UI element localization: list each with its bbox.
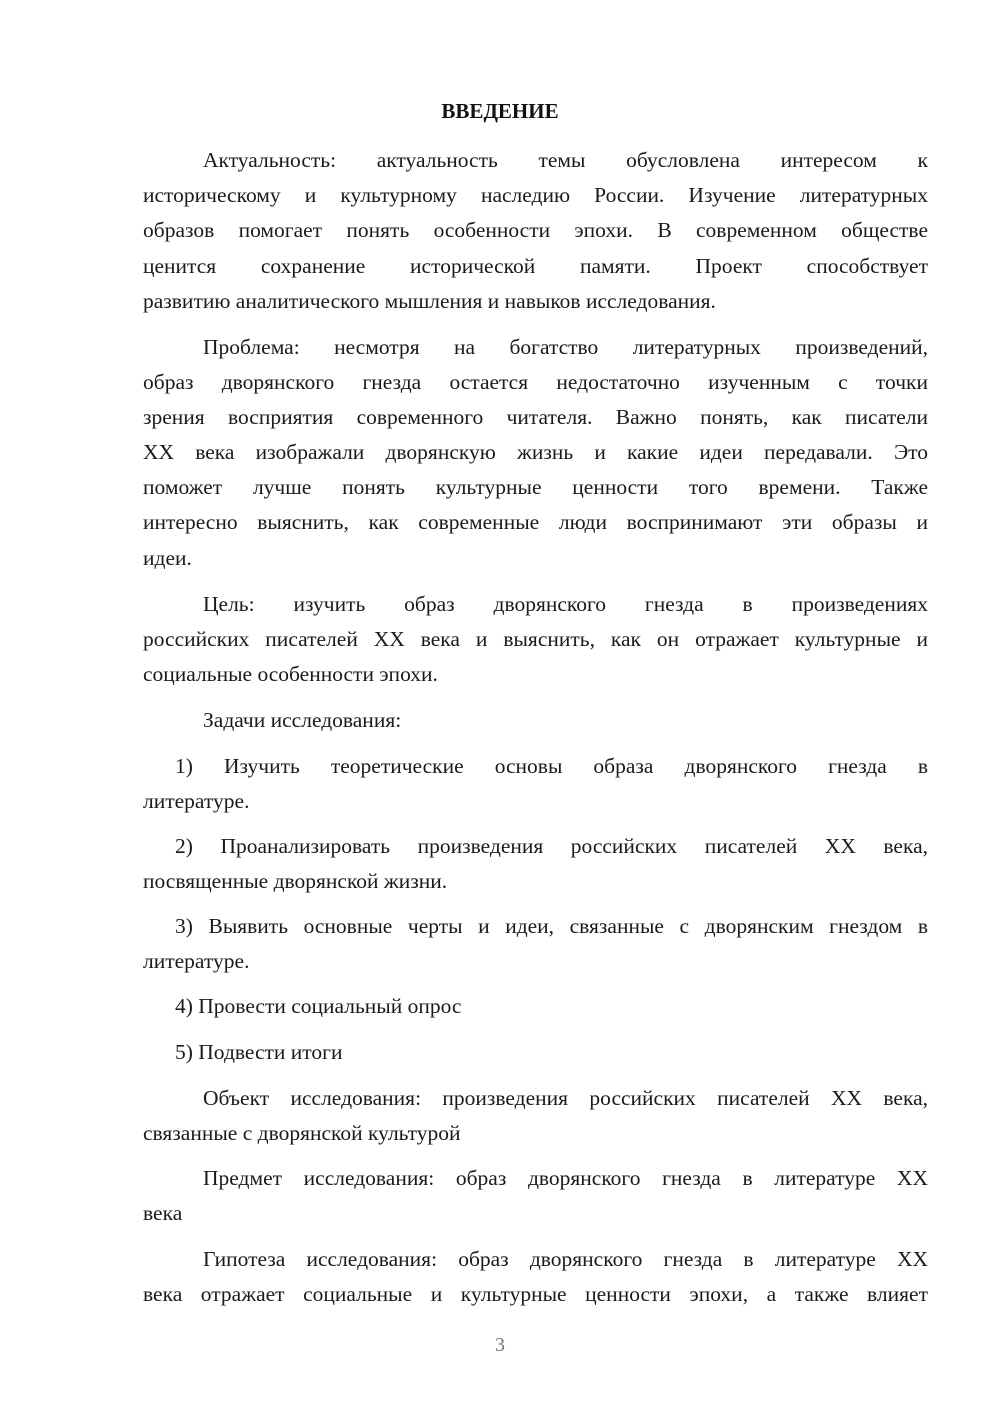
- text-line: 1) Изучить теоретические основы образа дворянского гнезда в: [175, 754, 928, 778]
- text-line: поможет лучше понять культурные ценности того времени. Также: [143, 475, 928, 499]
- text-line: Проблема: несмотря на богатство литературных произведений,: [203, 335, 928, 359]
- text-line: Предмет исследования: образ дворянского гнезда в литературе XX: [203, 1166, 928, 1190]
- text-line: идеи.: [143, 546, 192, 570]
- text-line: 4) Провести социальный опрос: [175, 994, 462, 1018]
- text-line: Гипотеза исследования: образ дворянского гнезда в литературе XX: [203, 1247, 928, 1271]
- text-line: посвященные дворянской жизни.: [143, 869, 448, 893]
- text-line: связанные с дворянской культурой: [143, 1121, 461, 1145]
- text-line: интересно выяснить, как современные люди воспринимают эти образы и: [143, 510, 928, 534]
- text-line: образ дворянского гнезда остается недостаточно изученным с точки: [143, 370, 928, 394]
- text-line: литературе.: [143, 949, 250, 973]
- text-line: XX века изображали дворянскую жизнь и какие идеи передавали. Это: [143, 440, 928, 464]
- text-line: зрения восприятия современного читателя. Важно понять, как писатели: [143, 405, 928, 429]
- text-line: 2) Проанализировать произведения российских писателей XX века,: [175, 834, 928, 858]
- page-number: 3: [495, 1334, 505, 1356]
- text-line: Объект исследования: произведения российских писателей XX века,: [203, 1086, 928, 1110]
- text-line: Цель: изучить образ дворянского гнезда в произведениях: [203, 592, 928, 616]
- text-line: 5) Подвести итоги: [175, 1040, 343, 1064]
- text-line: века отражает социальные и культурные ценности эпохи, а также влияет: [143, 1282, 928, 1306]
- text-line: века: [143, 1201, 183, 1225]
- text-line: ценится сохранение исторической памяти. Проект способствует: [143, 254, 928, 278]
- text-line: 3) Выявить основные черты и идеи, связанные с дворянским гнездом в: [175, 914, 928, 938]
- text-line: литературе.: [143, 789, 250, 813]
- tasks-heading: Задачи исследования:: [203, 708, 402, 732]
- text-line: Актуальность: актуальность темы обусловлена интересом к: [203, 148, 928, 172]
- text-line: социальные особенности эпохи.: [143, 662, 438, 686]
- text-line: образов помогает понять особенности эпохи. В современном обществе: [143, 218, 928, 242]
- section-heading: ВВЕДЕНИЕ: [441, 99, 559, 123]
- text-line: историческому и культурному наследию России. Изучение литературных: [143, 183, 928, 207]
- text-line: развитию аналитического мышления и навыков исследования.: [143, 289, 716, 313]
- text-line: российских писателей XX века и выяснить, как он отражает культурные и: [143, 627, 928, 651]
